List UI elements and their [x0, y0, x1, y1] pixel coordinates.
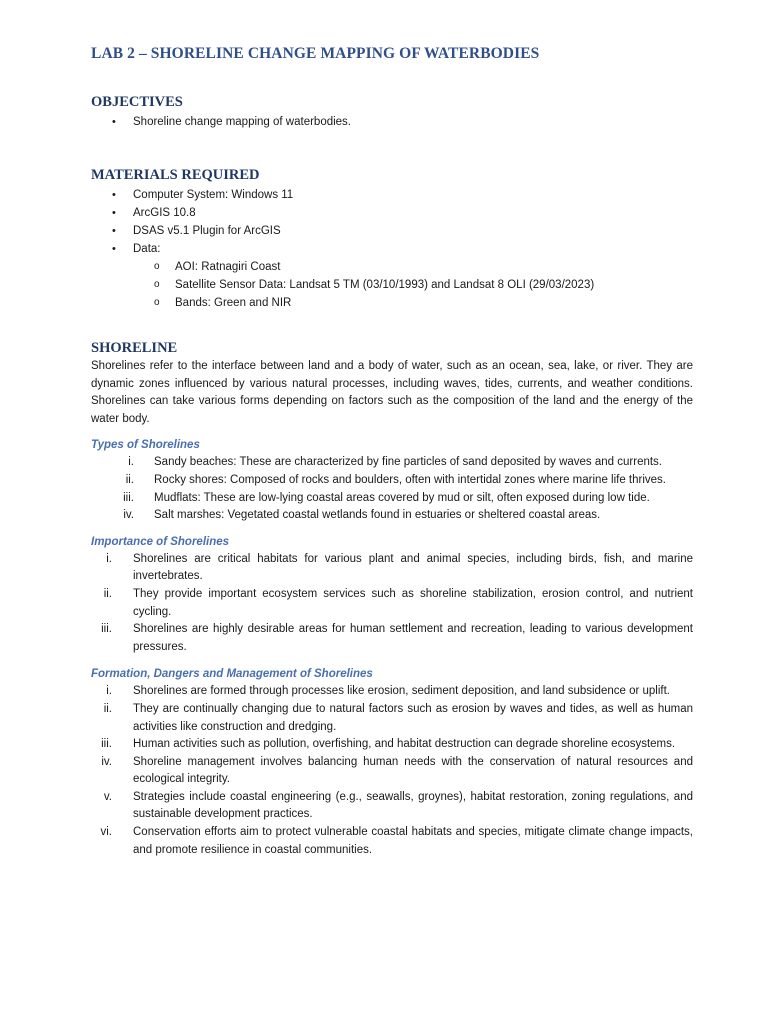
list-item: iii. Human activities such as pollution, overfishing, and habitat destruction can degrade shoreline ecosystems. [101, 738, 676, 751]
list-item: i. Shorelines are critical habitats for various plant and animal species, including birds, fish, and marine invertebrates. [106, 552, 693, 583]
shoreline-paragraph: Shorelines refer to the interface between land and a body of water, such as an ocean, sea, lake, or river. They are dynamic zones influenced by various natural processes, including waves, tides, currents, and weather conditions. Shorelines can take various forms depending on factors such as the composition of the land and the energy of the water body. [91, 360, 693, 425]
circle-bullet-icon: o [154, 297, 160, 308]
types-heading: Types of Shorelines [91, 439, 200, 452]
importance-list [91, 551, 693, 657]
list-item: iii. Shorelines are highly desirable areas for human settlement and recreation, leading to various development pressures. [101, 623, 693, 653]
data-item: o Bands: Green and NIR [91, 294, 693, 312]
bullet-icon: • [112, 189, 116, 201]
bullet-icon: • [112, 243, 116, 255]
circle-bullet-icon: o [154, 261, 160, 272]
material-item: • Computer System: Windows 11 [91, 186, 693, 204]
data-item: o AOI: Ratnagiri Coast [91, 258, 693, 276]
material-item: • ArcGIS 10.8 [91, 204, 693, 222]
document-title: LAB 2 – SHORELINE CHANGE MAPPING OF WATERBODIES [91, 45, 540, 62]
list-item: vi. Conservation efforts aim to protect vulnerable coastal habitats and species, mitigate climate change impacts, and promote resilience in coastal communities. [100, 826, 693, 856]
bullet-icon: • [112, 116, 116, 128]
list-item: i. Sandy beaches: These are characterized by fine particles of sand deposited by waves and currents. [128, 456, 662, 469]
shoreline-heading: SHORELINE [91, 340, 178, 356]
material-item: • DSAS v5.1 Plugin for ArcGIS [91, 222, 693, 240]
materials-heading: MATERIALS REQUIRED [91, 167, 260, 183]
data-sublist [91, 258, 693, 312]
types-list [91, 454, 693, 524]
list-item: ii. Rocky shores: Composed of rocks and boulders, often with intertidal zones where marine life thrives. [125, 473, 666, 486]
list-item: iv. Salt marshes: Vegetated coastal wetlands found in estuaries or sheltered coastal areas. [123, 509, 601, 522]
list-item: iv. Shoreline management involves balancing human needs with the conservation of natural resources and ecological integrity. [101, 755, 693, 786]
data-item: o Satellite Sensor Data: Landsat 5 TM (03/10/1993) and Landsat 8 OLI (29/03/2023) [91, 276, 693, 294]
bullet-icon: • [112, 207, 116, 219]
list-item: v. Strategies include coastal engineering (e.g., seawalls, groynes), habitat restoration, zoning regulations, and sustainable development practices. [103, 790, 693, 821]
formation-list [91, 683, 693, 859]
list-item: iii. Mudflats: These are low-lying coastal areas covered by mud or silt, often exposed during low tide. [123, 491, 650, 504]
objective-item: • Shoreline change mapping of waterbodies. [91, 113, 693, 131]
material-item: • Data: [91, 240, 693, 258]
importance-heading: Importance of Shorelines [91, 535, 230, 548]
materials-list [91, 186, 693, 258]
bullet-icon: • [112, 225, 116, 237]
list-item: ii. They are continually changing due to natural factors such as erosion by waves and tides, as well as human activities like construction and dredging. [103, 702, 693, 733]
formation-heading: Formation, Dangers and Management of Shorelines [91, 668, 373, 681]
objectives-list [91, 113, 693, 131]
objectives-heading: OBJECTIVES [91, 94, 183, 110]
circle-bullet-icon: o [154, 279, 160, 290]
list-item: i. Shorelines are formed through processes like erosion, sediment deposition, and land subsidence or uplift. [106, 685, 670, 698]
document-content [91, 44, 693, 859]
list-item: ii. They provide important ecosystem services such as shoreline stabilization, erosion control, and nutrient cycling. [103, 587, 693, 618]
